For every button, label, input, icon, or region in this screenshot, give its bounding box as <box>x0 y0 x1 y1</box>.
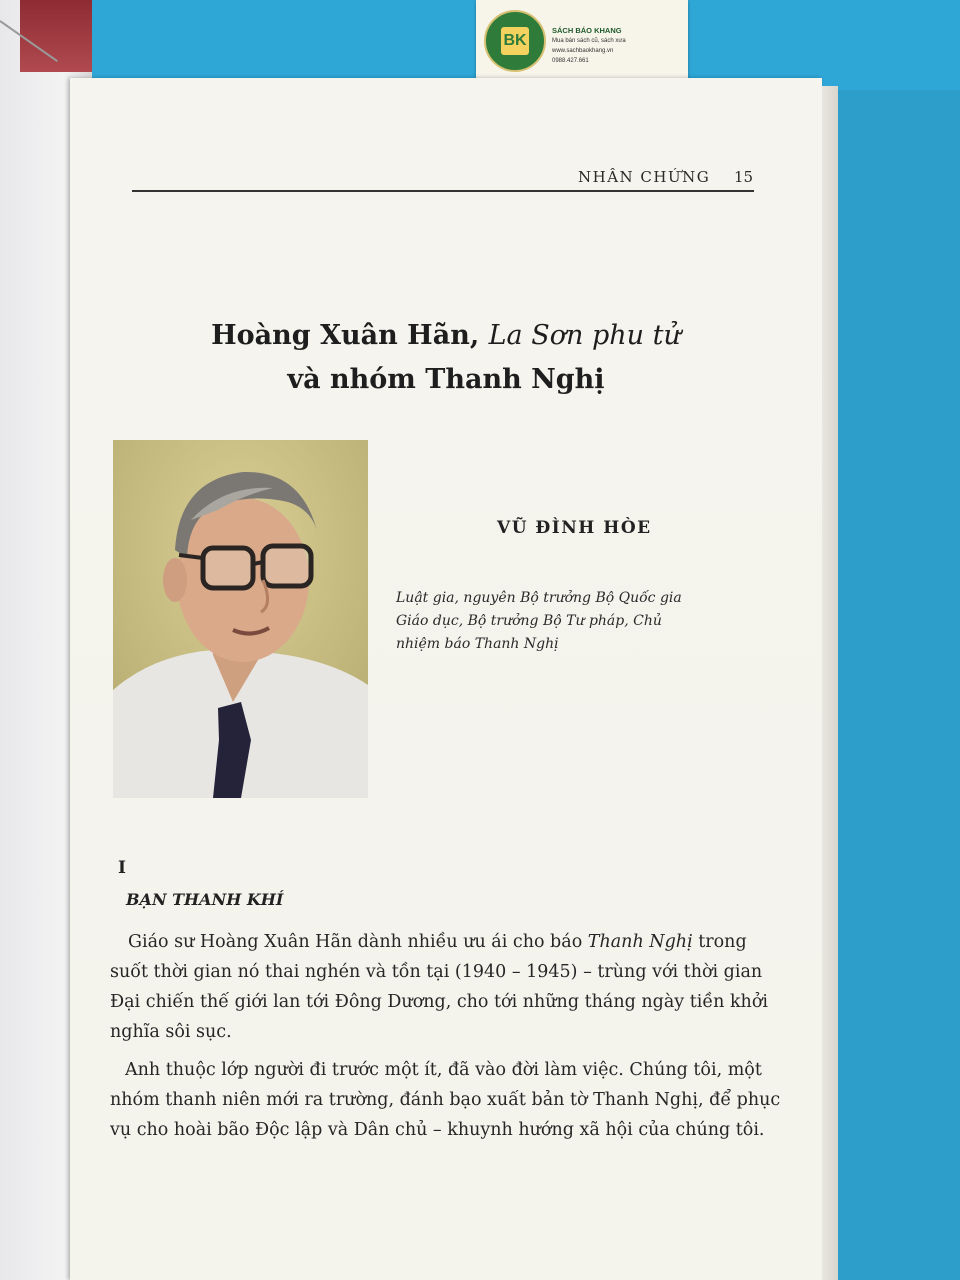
header-rule <box>132 190 754 192</box>
running-head: NHÂN CHỨNG <box>578 168 711 186</box>
paragraph-line: suốt thời gian nó thai nghén và tồn tại (1940 – 1945) – trùng với thời gian <box>110 962 763 982</box>
title-text: Hoàng Xuân Hãn, <box>211 320 489 351</box>
author-name: VŨ ĐÌNH HÒE <box>497 518 652 538</box>
paragraph-line: Anh thuộc lớp người đi trước một ít, đã vào đời làm việc. Chúng tôi, một <box>125 1060 762 1080</box>
sticker-line: 0988.427.661 <box>552 58 589 64</box>
text-run: Giáo sư Hoàng Xuân Hãn dành nhiều ưu ái cho báo <box>128 932 588 952</box>
paragraph-line <box>128 932 747 952</box>
sticker-title: SÁCH BÁO KHANG <box>552 26 622 35</box>
text-run: trong <box>692 932 747 952</box>
paragraph-line: nhóm thanh niên mới ra trường, đánh bạo xuất bản tờ Thanh Nghị, để phục <box>110 1090 781 1110</box>
article-title-line1 <box>70 320 822 351</box>
title-italic: La Sơn phu tử <box>488 320 681 351</box>
paragraph-line: vụ cho hoài bão Độc lập và Dân chủ – khuynh hướng xã hội của chúng tôi. <box>110 1120 765 1140</box>
sticker-line: www.sachbaokhang.vn <box>552 48 614 54</box>
book-cover-spine <box>20 0 102 72</box>
sticker-line: Mua bán sách cũ, sách xưa <box>552 38 626 44</box>
book-page <box>70 78 822 1280</box>
page-number: 15 <box>734 168 754 186</box>
portrait-illustration <box>113 440 368 798</box>
paragraph-line: nghĩa sôi sục. <box>110 1022 232 1042</box>
section-heading: BẠN THANH KHÍ <box>126 890 284 909</box>
newspaper-name: Thanh Nghị <box>587 932 693 952</box>
author-bio-line: Giáo dục, Bộ trưởng Bộ Tư pháp, Chủ <box>396 613 662 629</box>
shop-logo <box>484 10 546 72</box>
author-bio-line: nhiệm báo Thanh Nghị <box>396 636 559 652</box>
author-portrait <box>113 440 368 798</box>
section-number: I <box>118 858 126 878</box>
article-title-line2: và nhóm Thanh Nghị <box>287 364 605 395</box>
page-stack-edge <box>822 86 838 1280</box>
paragraph-line: Đại chiến thế giới lan tới Đông Dương, cho tới những tháng ngày tiền khởi <box>110 992 768 1012</box>
author-bio-line: Luật gia, nguyên Bộ trưởng Bộ Quốc gia <box>396 590 682 606</box>
shop-sticker <box>476 0 688 80</box>
shop-logo-letters: BK <box>501 27 529 55</box>
